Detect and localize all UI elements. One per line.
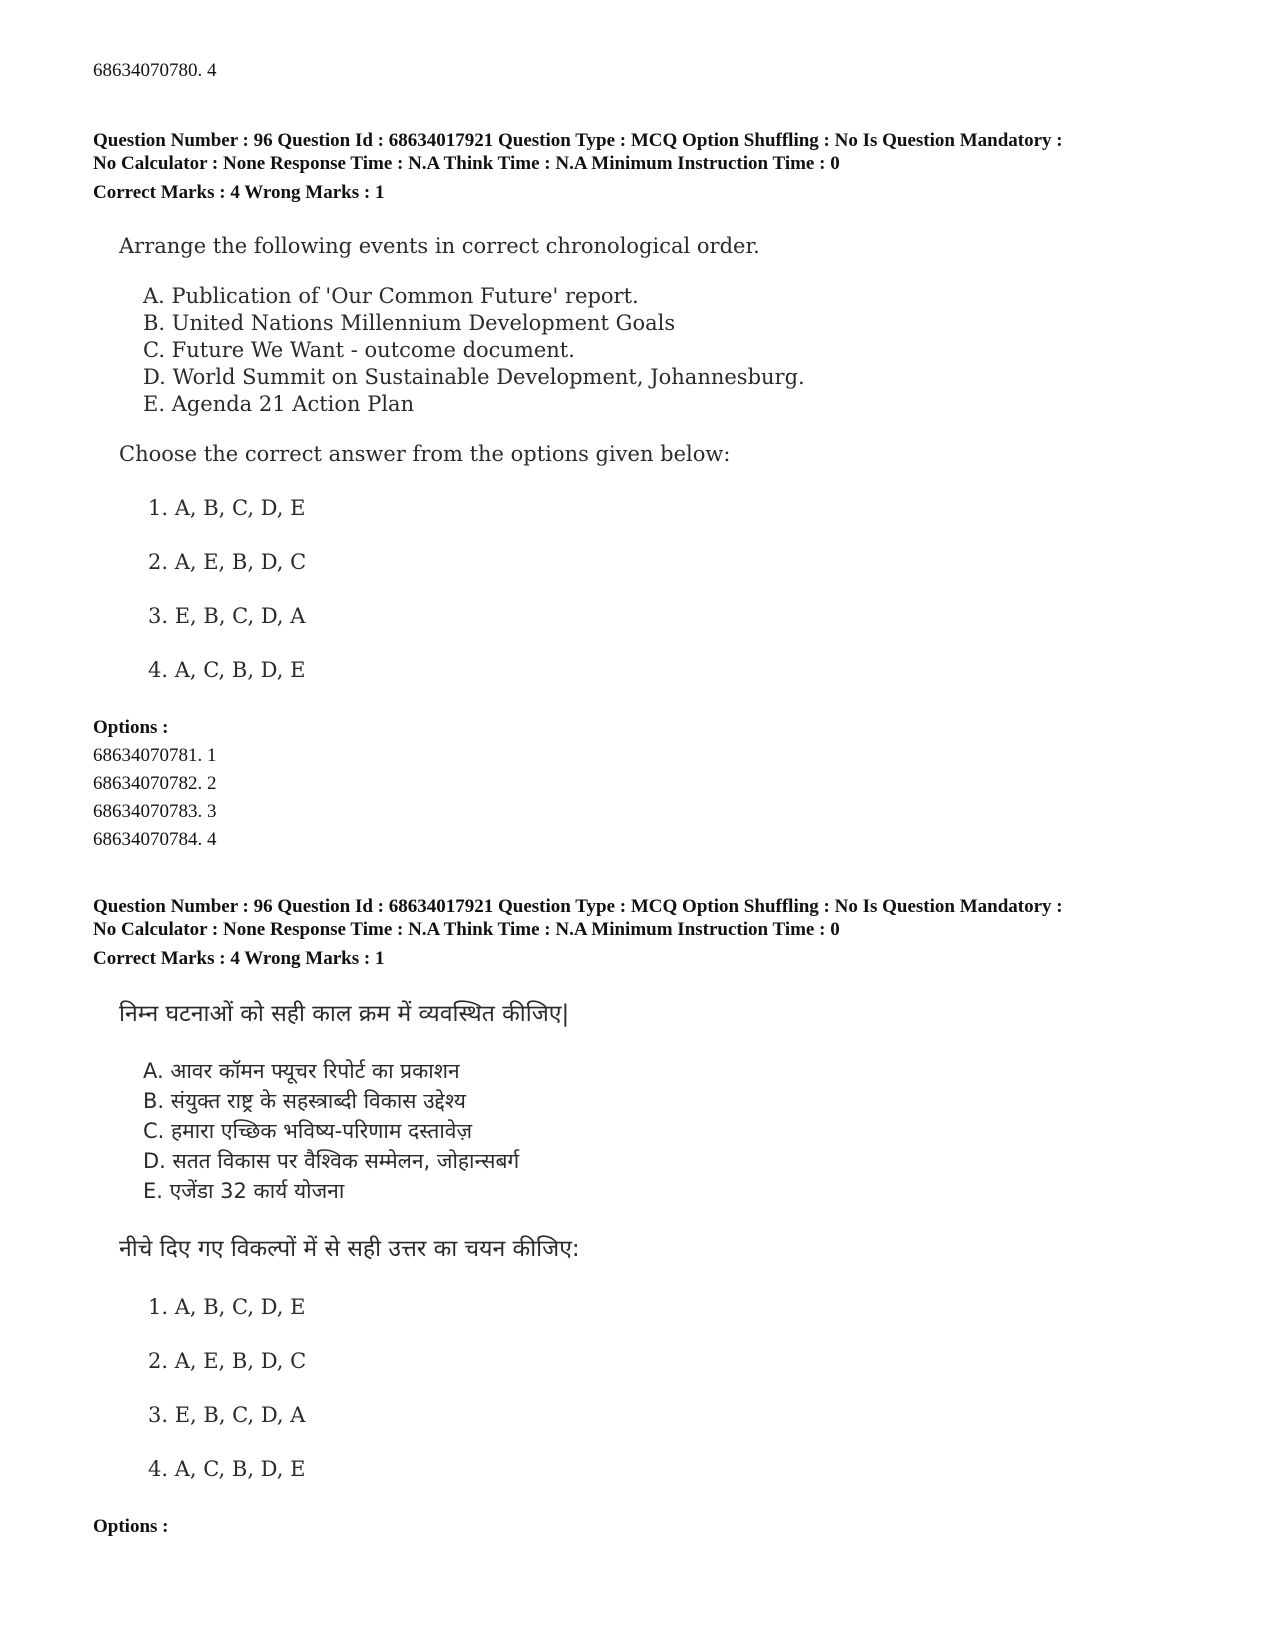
option-line: 68634070782. 2 xyxy=(93,773,217,794)
marks-line: Correct Marks : 4 Wrong Marks : 1 xyxy=(93,182,385,203)
question-instruction: Arrange the following events in correct chronological order. xyxy=(119,234,760,258)
event-b: B. United Nations Millennium Development Goals xyxy=(143,311,676,335)
options-label: Options : xyxy=(93,1516,169,1537)
option-line: 68634070780. 4 xyxy=(93,60,217,81)
choose-instruction: नीचे दिए गए विकल्पों में से सही उत्तर का चयन कीजिए: xyxy=(119,1236,580,1262)
event-e: E. Agenda 21 Action Plan xyxy=(143,392,415,416)
options-label: Options : xyxy=(93,717,169,738)
question-instruction: निम्न घटनाओं को सही काल क्रम में व्यवस्थित कीजिए| xyxy=(119,1001,570,1027)
event-c: C. Future We Want - outcome document. xyxy=(143,338,575,362)
answer-choice-2: 2. A, E, B, D, C xyxy=(148,550,307,574)
event-d: D. World Summit on Sustainable Development, Johannesburg. xyxy=(143,365,805,389)
event-c: C. हमारा एच्छिक भविष्य-परिणाम दस्तावेज़ xyxy=(143,1119,473,1143)
option-line: 68634070781. 1 xyxy=(93,745,217,766)
event-d: D. सतत विकास पर वैश्विक सम्मेलन, जोहान्सबर्ग xyxy=(143,1149,520,1173)
answer-choice-1: 1. A, B, C, D, E xyxy=(148,496,306,520)
answer-choice-1: 1. A, B, C, D, E xyxy=(148,1295,306,1319)
answer-choice-2: 2. A, E, B, D, C xyxy=(148,1349,307,1373)
event-a: A. Publication of 'Our Common Future' report. xyxy=(143,284,639,308)
question-meta-line-2: No Calculator : None Response Time : N.A Think Time : N.A Minimum Instruction Time : 0 xyxy=(93,919,840,940)
answer-choice-4: 4. A, C, B, D, E xyxy=(148,658,306,682)
option-line: 68634070784. 4 xyxy=(93,829,217,850)
option-line: 68634070783. 3 xyxy=(93,801,217,822)
answer-choice-3: 3. E, B, C, D, A xyxy=(148,604,306,628)
event-e: E. एजेंडा 32 कार्य योजना xyxy=(143,1179,345,1203)
marks-line: Correct Marks : 4 Wrong Marks : 1 xyxy=(93,948,385,969)
answer-choice-3: 3. E, B, C, D, A xyxy=(148,1403,306,1427)
event-b: B. संयुक्त राष्ट्र के सहस्त्राब्दी विकास उद्देश्य xyxy=(143,1089,466,1113)
choose-instruction: Choose the correct answer from the options given below: xyxy=(119,442,731,466)
answer-choice-4: 4. A, C, B, D, E xyxy=(148,1457,306,1481)
question-meta-line-1: Question Number : 96 Question Id : 68634017921 Question Type : MCQ Option Shuffling : No Is Question Mandatory : xyxy=(93,896,1063,917)
question-meta-line-2: No Calculator : None Response Time : N.A Think Time : N.A Minimum Instruction Time : 0 xyxy=(93,153,840,174)
question-meta-line-1: Question Number : 96 Question Id : 68634017921 Question Type : MCQ Option Shuffling : No Is Question Mandatory : xyxy=(93,130,1063,151)
event-a: A. आवर कॉमन फ्यूचर रिपोर्ट का प्रकाशन xyxy=(143,1059,460,1083)
